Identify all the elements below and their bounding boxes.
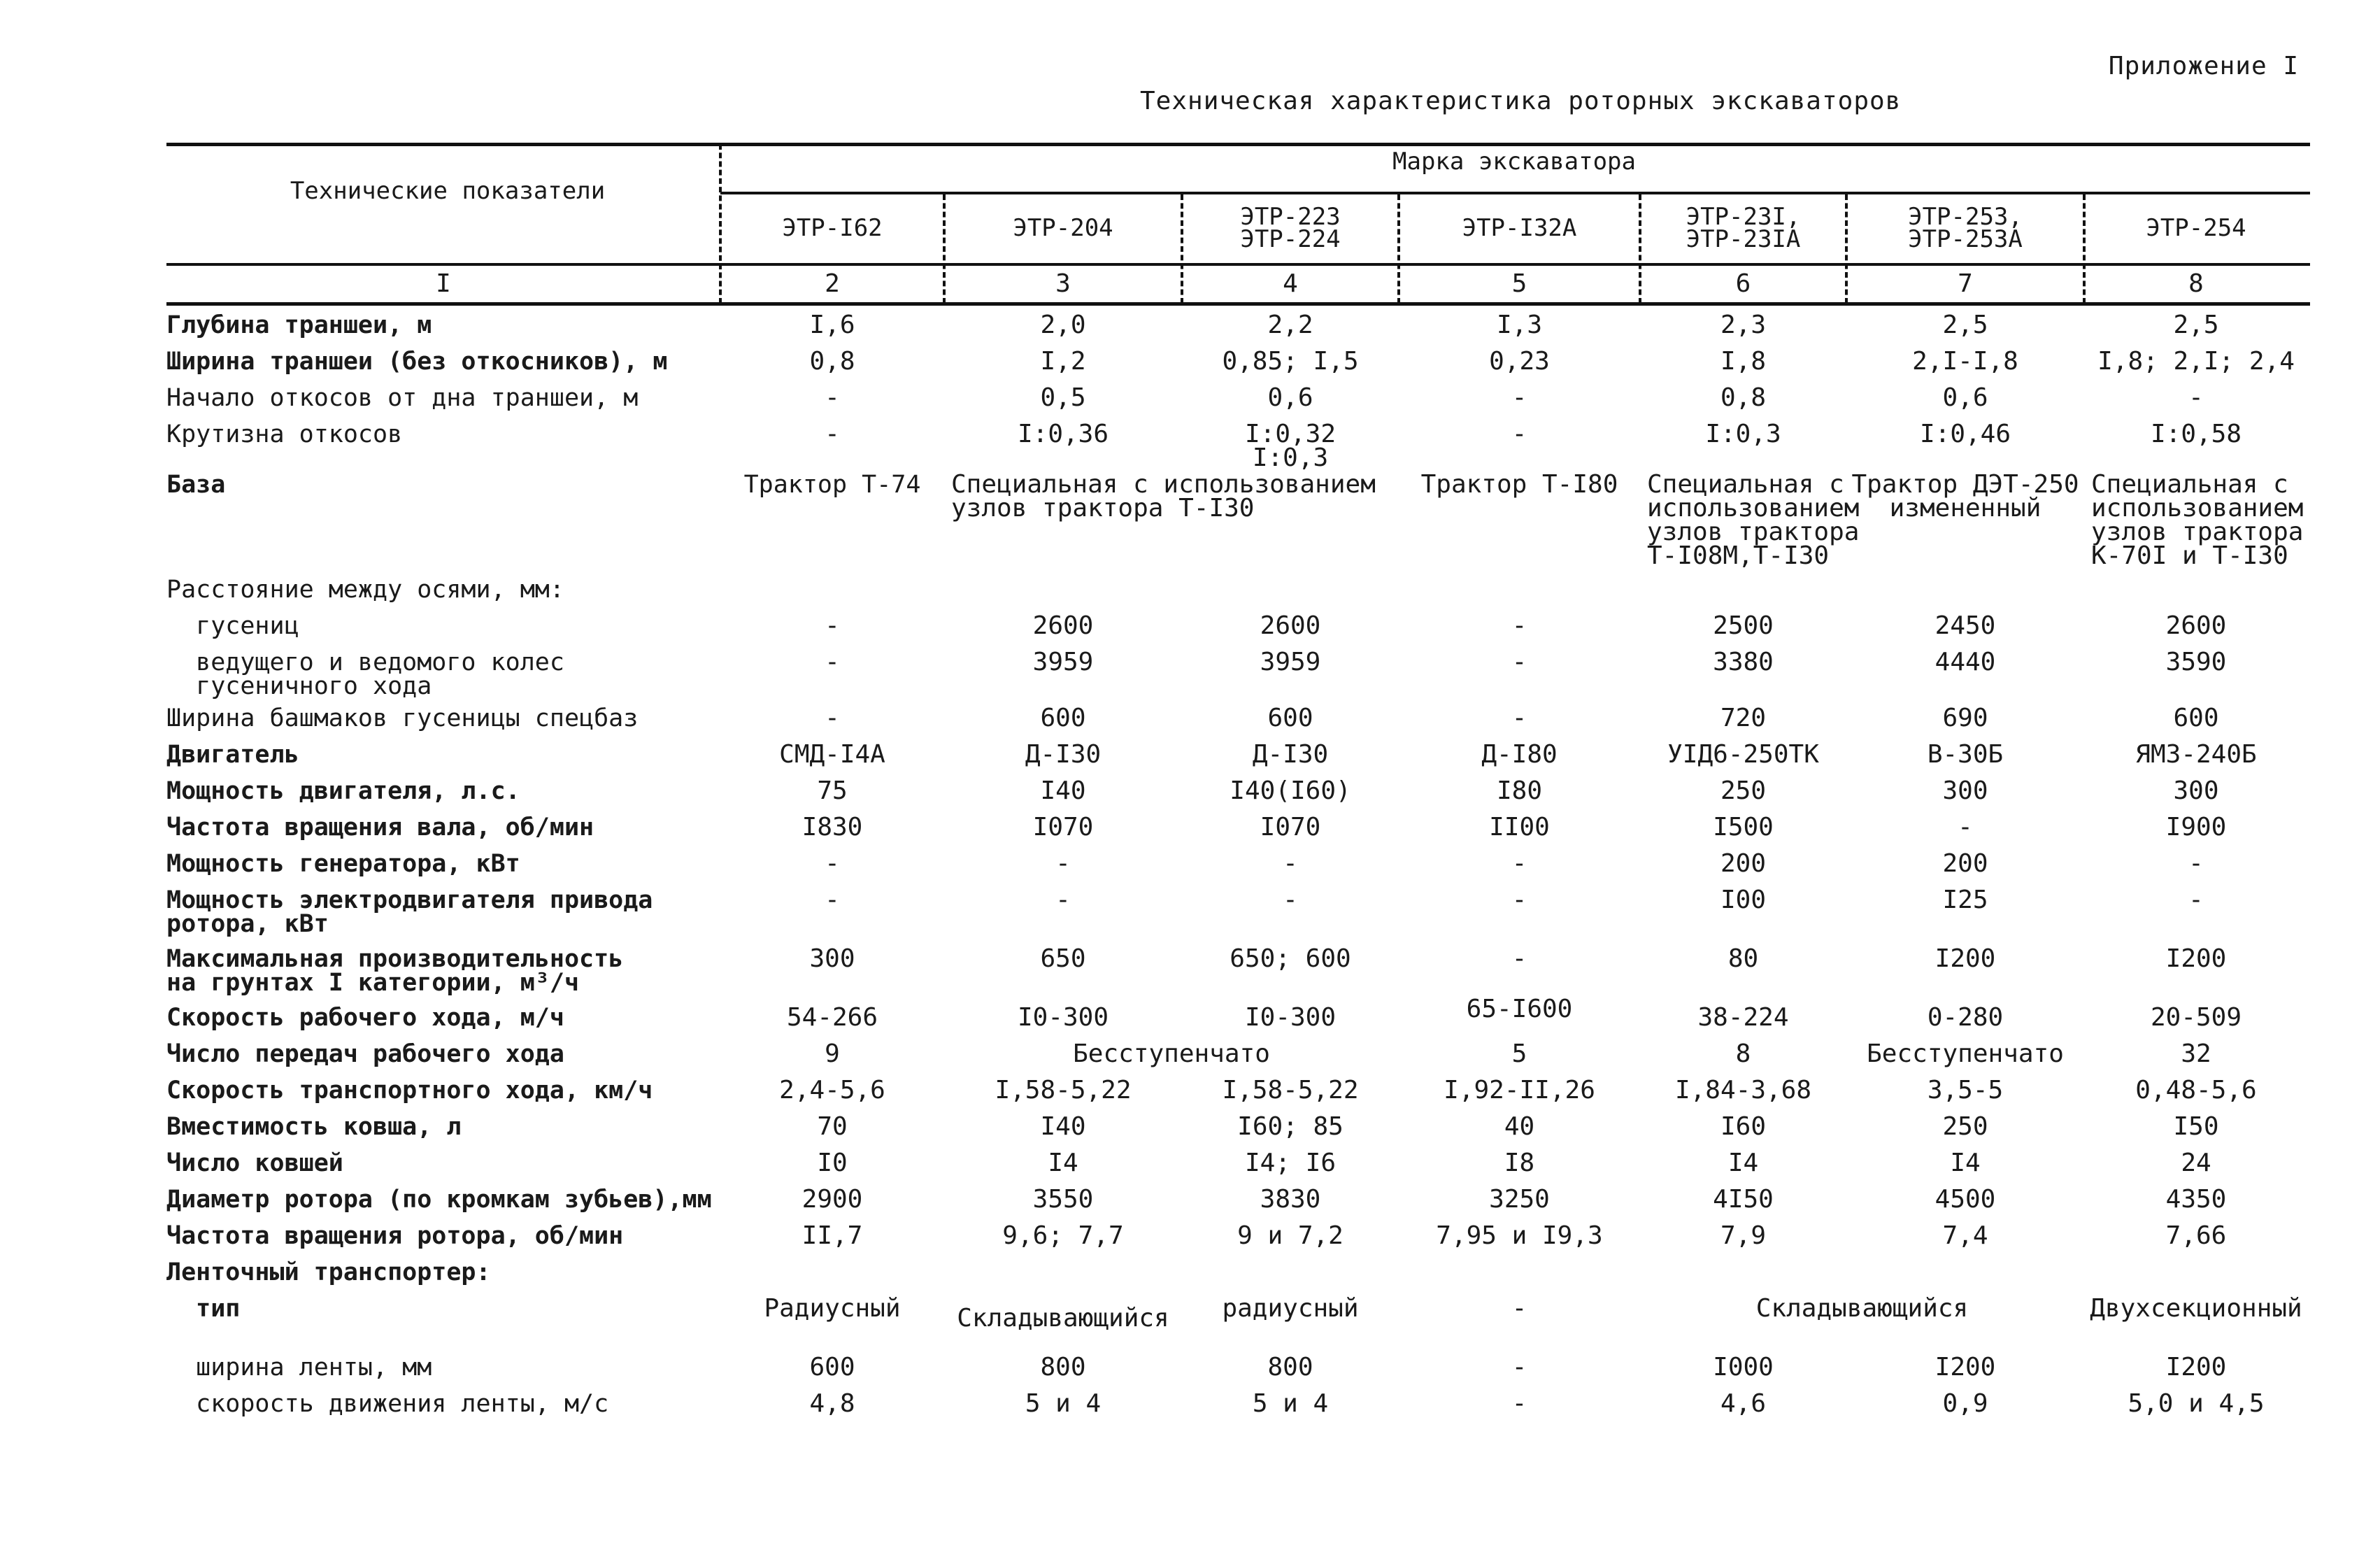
document-title: Техническая характеристика роторных экскаваторов [1140,87,1902,115]
table-cell: I4; I6 [1244,1149,1337,1177]
table-cell: 0,8 [809,347,855,376]
table-cell: - [825,611,840,640]
table-cell: 0-280 [1927,1003,2004,1032]
table-cell: - [1511,849,1527,878]
row-label: Мощность электродвигателя привода ротора, кВт [166,886,653,938]
table-row [166,313,2335,350]
table-cell: I:0,58 [2150,420,2242,448]
table-cell: Складывающийся [957,1304,1169,1333]
table-cell: I200 [2165,944,2227,973]
table-cell: 2,4-5,6 [779,1076,885,1105]
table-cell: 80 [1727,944,1759,973]
column-number: 4 [1283,269,1298,298]
table-cell: I000 [1713,1353,1774,1382]
table-row [166,578,2335,614]
table-cell: - [1511,611,1527,640]
table-cell: 690 [1942,704,1988,732]
table-row [166,995,2335,1042]
table-cell: I40(I60) [1230,776,1351,805]
table-cell: 2,0 [1040,311,1086,339]
table-cell: I,3 [1496,311,1543,339]
table-cell: I,92-II,26 [1444,1076,1595,1105]
table-cell: 7,4 [1942,1221,1988,1250]
table-cell: I25 [1942,886,1988,914]
table-cell: 4440 [1934,648,1996,676]
table-cell: ЯМЗ-240Б [2135,740,2257,769]
row-label: Частота вращения ротора, об/мин [166,1222,624,1250]
table-cell: 4,6 [1720,1389,1767,1418]
header-model-label: ЭТР-253, ЭТР-253А [1908,203,2023,253]
table-cell: 3590 [2165,648,2227,676]
table-top-rule [166,143,2310,146]
row-label: Вместимость ковша, л [166,1113,462,1141]
row-label: Ленточный транспортер: [166,1258,491,1286]
table-cell: - [1283,886,1298,914]
column-separator [1845,194,1848,304]
row-label: Ширина башмаков гусеницы спецбаз [166,704,639,732]
table-cell: 0,9 [1942,1389,1988,1418]
table-cell: - [1055,849,1071,878]
table-cell: 0,8 [1720,383,1767,412]
row-label: Мощность двигателя, л.с. [166,777,520,805]
row-label: Число передач рабочего хода [166,1040,564,1068]
table-row [166,776,2335,816]
row-label: скорость движения ленты, м/с [166,1390,609,1418]
table-cell: I:0,32 I:0,3 [1244,420,1337,472]
table-cell: 720 [1720,704,1767,732]
table-cell: 2,5 [2173,311,2219,339]
table-cell: 0,6 [1942,383,1988,412]
table-cell: - [1511,704,1527,732]
table-row [166,706,2335,743]
header-model-label: ЭТР-204 [1013,214,1113,242]
table-cell: 38-224 [1697,1003,1789,1032]
table-cell: - [1055,886,1071,914]
table-cell: 65-I600 [1466,995,1573,1023]
row-label: Начало откосов от дна траншеи, м [166,384,639,412]
table-cell: - [2188,383,2204,412]
table-row [166,1112,2335,1151]
table-cell: I0-300 [1017,1003,1109,1032]
table-cell: 8 [1735,1039,1751,1068]
header-model-label: ЭТР-254 [2146,214,2246,242]
row-label: Ширина траншеи (без откосников), м [166,348,668,376]
table-cell: 5 и 4 [1252,1389,1329,1418]
table-cell: 250 [1720,776,1767,805]
table-cell: 2,I-I,8 [1912,347,2018,376]
table-cell: I,58-5,22 [995,1076,1132,1105]
table-cell: - [825,849,840,878]
table-cell: Специальная с использованием узлов трактора Т-I30 [951,470,1376,523]
table-cell: Трактор Т-74 [743,471,921,499]
header-model-6 [1846,201,2084,255]
table-cell: 7,66 [2165,1221,2227,1250]
table-cell: 32 [2181,1039,2211,1068]
table-cell: - [1511,383,1527,412]
table-cell: I200 [1934,944,1996,973]
table-cell: I,6 [809,311,855,339]
table-row [166,648,2335,706]
table-cell: 600 [1267,704,1313,732]
table-row [166,888,2335,947]
table-cell: 300 [2173,776,2219,805]
table-cell: 2600 [2165,611,2227,640]
table-cell: 24 [2181,1149,2211,1177]
table-cell: 300 [1942,776,1988,805]
table-cell: 600 [1040,704,1086,732]
header-param-label: Технические показатели [290,177,606,205]
table-cell: 0,6 [1267,383,1313,412]
column-number: 7 [1958,269,1973,298]
table-cell: 2,3 [1720,311,1767,339]
table-cell: УIД6-250ТК [1667,740,1819,769]
table-cell: 200 [1720,849,1767,878]
row-label: Скорость рабочего хода, м/ч [166,1004,564,1032]
row-label: Частота вращения вала, об/мин [166,814,594,841]
table-cell: 3250 [1489,1185,1550,1214]
table-cell: 2600 [1032,611,1094,640]
table-row [166,611,2335,651]
table-cell: - [1511,886,1527,914]
table-cell: - [1511,420,1527,448]
table-cell: Трактор Т-I80 [1420,470,1618,499]
table-cell: 7,95 и I9,3 [1436,1221,1603,1250]
row-label: База [166,471,226,499]
table-cell: 0,5 [1040,383,1086,412]
table-cell: Специальная с использованием узлов трактора Т-I08М,Т-I30 [1647,470,1860,570]
table-cell: 54-266 [786,1003,878,1032]
table-cell: I60 [1720,1112,1767,1141]
table-cell: I40 [1040,1112,1086,1141]
table-cell: I0-300 [1244,1003,1337,1032]
table-cell: II00 [1489,813,1550,841]
table-row [166,1185,2335,1224]
table-cell: I,58-5,22 [1222,1076,1359,1105]
table-cell: I200 [1934,1353,1996,1382]
table-cell: 0,85; I,5 [1222,347,1359,376]
table-row [166,470,2335,578]
table-cell: - [1511,648,1527,676]
table-cell: I070 [1260,813,1321,841]
appendix-label: Приложение I [2108,52,2299,80]
table-cell: I900 [2165,813,2227,841]
table-cell: 800 [1267,1353,1313,1382]
table-row [166,1353,2335,1392]
row-label: ширина ленты, мм [166,1354,432,1382]
table-row [166,1389,2335,1428]
table-cell: 300 [809,944,855,973]
table-cell: 9 и 7,2 [1237,1221,1344,1250]
table-cell: I500 [1713,813,1774,841]
table-cell: СМД-I4А [779,740,885,769]
table-cell: 3830 [1260,1185,1321,1214]
table-cell: 800 [1040,1353,1086,1382]
table-cell: I,2 [1040,347,1086,376]
table-cell: 250 [1942,1112,1988,1141]
table-cell: I830 [801,813,863,841]
table-cell: Радиусный [764,1294,901,1323]
header-bottom-rule [166,263,2310,266]
row-label: Число ковшей [166,1149,343,1177]
table-cell: I,8 [1720,347,1767,376]
header-model-1 [720,201,944,255]
table-cell: - [1958,813,1973,841]
table-row [166,1294,2335,1356]
header-model-label: ЭТР-23I, ЭТР-23IА [1686,203,1801,253]
table-cell: 4350 [2165,1185,2227,1214]
row-label: Мощность генератора, кВт [166,850,520,878]
table-cell: 3,5-5 [1927,1076,2004,1105]
table-cell: II,7 [801,1221,863,1250]
table-cell: Д-I30 [1025,740,1102,769]
table-cell: 2450 [1934,611,1996,640]
table-cell: 5 и 4 [1025,1389,1102,1418]
table-cell: 7,9 [1720,1221,1767,1250]
table-cell: - [825,648,840,676]
row-label: Двигатель [166,741,299,769]
table-cell: Д-I30 [1252,740,1329,769]
column-separator [943,194,946,304]
table-row [166,383,2335,422]
table-cell: 20-509 [2150,1003,2242,1032]
table-cell: 0,48-5,6 [2135,1076,2257,1105]
header-model-label: ЭТР-223 ЭТР-224 [1240,203,1341,253]
column-separator [1181,194,1183,304]
table-row [166,1076,2335,1115]
table-cell: 650; 600 [1230,944,1351,973]
table-cell: 2,5 [1942,311,1988,339]
row-label: Диаметр ротора (по кромкам зубьев),мм [166,1186,712,1214]
table-cell: I00 [1720,886,1767,914]
table-cell: Двухсекционный [2090,1294,2302,1323]
table-cell: - [1511,1389,1527,1418]
table-cell: I:0,36 [1017,420,1109,448]
table-cell: I8 [1504,1149,1535,1177]
table-cell: - [2188,886,2204,914]
column-number: I [436,269,451,298]
table-cell: 75 [817,776,848,805]
table-cell: I40 [1040,776,1086,805]
table-row [166,1151,2335,1188]
row-label: ведущего и ведомого колес гусеничного хода [196,648,564,700]
table-cell: В-30Б [1927,740,2004,769]
table-cell: Складывающийся [1755,1294,1969,1323]
row-label: Глубина траншеи, м [166,311,432,339]
table-cell: 3550 [1032,1185,1094,1214]
table-row [166,944,2335,1006]
header-model-label: ЭТР-I62 [782,214,883,242]
table-cell: 5 [1511,1039,1527,1068]
table-cell: 3380 [1713,648,1774,676]
table-cell: I:0,46 [1919,420,2011,448]
table-cell: 9 [825,1039,840,1068]
numbers-bottom-rule [166,302,2310,306]
table-cell: - [1511,1294,1527,1323]
table-cell: 40 [1504,1112,1535,1141]
table-cell: I4 [1727,1149,1759,1177]
table-cell: - [1511,944,1527,973]
table-cell: 600 [2173,704,2219,732]
table-cell: 600 [809,1353,855,1382]
header-model-label: ЭТР-I32А [1462,214,1577,242]
table-cell: 4I50 [1713,1185,1774,1214]
table-cell: 4500 [1934,1185,1996,1214]
column-number: 8 [2188,269,2204,298]
table-cell: I80 [1496,776,1543,805]
table-cell: - [825,383,840,412]
table-cell: I:0,3 [1705,420,1781,448]
table-cell: радиусный [1222,1294,1359,1323]
column-number: 5 [1511,269,1527,298]
table-cell: 3959 [1260,648,1321,676]
table-cell: I,84-3,68 [1674,1076,1812,1105]
table-cell: I0 [817,1149,848,1177]
table-cell: I4 [1950,1149,1981,1177]
table-cell: I50 [2173,1112,2219,1141]
row-label: Крутизна откосов [166,420,403,448]
table-cell: 2900 [801,1185,863,1214]
table-cell: 2600 [1260,611,1321,640]
column-separator [2083,194,2086,304]
column-separator [1397,194,1400,304]
table-cell: I,8; 2,I; 2,4 [2097,347,2295,376]
header-model-2 [944,201,1182,255]
row-label: Максимальная производительность на грунтах I категории, м³/ч [166,945,624,997]
column-separator [1639,194,1641,304]
table-cell: Бесступенчато [1867,1039,2064,1068]
table-cell: - [825,420,840,448]
row-label: Скорость транспортного хода, км/ч [166,1077,653,1105]
header-model-4 [1399,201,1640,255]
header-model-7 [2084,201,2308,255]
table-cell: 5,0 и 4,5 [2128,1389,2265,1418]
table-cell: Трактор ДЭТ-250 измененный [1851,470,2079,523]
table-cell: I4 [1048,1149,1078,1177]
header-model-5 [1640,201,1846,255]
table-cell: - [1511,1353,1527,1382]
table-row [166,740,2335,779]
table-cell: I60; 85 [1237,1112,1344,1141]
column-number: 3 [1055,269,1071,298]
table-cell: I070 [1032,813,1094,841]
table-cell: 0,23 [1489,347,1550,376]
table-row [166,813,2335,852]
table-cell: 70 [817,1112,848,1141]
table-cell: - [2188,849,2204,878]
table-row [166,1221,2335,1261]
table-cell: 2500 [1713,611,1774,640]
table-row [166,347,2335,386]
table-cell: - [825,886,840,914]
column-number: 6 [1735,269,1751,298]
table-row [166,849,2335,888]
table-cell: 200 [1942,849,1988,878]
table-cell: I200 [2165,1353,2227,1382]
row-label: гусениц [166,612,299,640]
table-cell: 3959 [1032,648,1094,676]
table-cell: - [825,704,840,732]
table-row [166,1258,2335,1297]
table-row [166,422,2335,473]
row-label: Расстояние между осями, мм: [166,576,564,604]
header-group-label: Марка экскаватора [1392,148,1636,176]
table-cell: Специальная с использованием узлов трактора К-70I и Т-I30 [2091,470,2304,570]
table-cell: 9,6; 7,7 [1002,1221,1124,1250]
table-cell: Бесступенчато [1073,1039,1270,1068]
row-label: тип [166,1295,241,1323]
table-cell: 2,2 [1267,311,1313,339]
table-cell: - [1283,849,1298,878]
model-group-rule [720,192,2310,194]
column-number: 2 [825,269,840,298]
table-cell: 4,8 [809,1389,855,1418]
header-model-3 [1182,201,1399,255]
table-row [166,1039,2335,1079]
table-cell: 650 [1040,944,1086,973]
column-separator [719,144,722,304]
table-cell: Д-I80 [1481,740,1558,769]
